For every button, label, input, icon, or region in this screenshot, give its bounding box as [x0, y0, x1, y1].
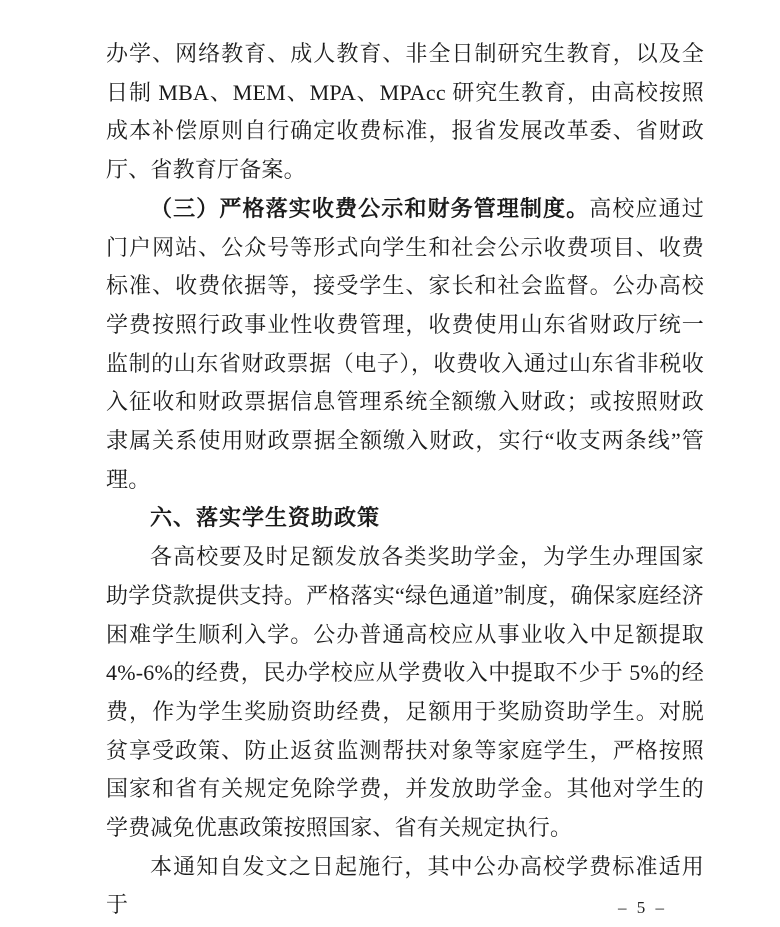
section-heading: [106, 499, 704, 538]
paragraph: [106, 538, 704, 848]
text-run: 办学、网络教育、成人教育、非全日制研究生教育，以及全日制 MBA、MEM、MPA、MPAcc 研究生教育，由高校按照成本补偿原则自行确定收费标准，报省发展改革委、省财政厅、省教育厅备案。: [106, 41, 704, 183]
paragraph: [106, 848, 704, 925]
page-number: – 5 –: [618, 898, 667, 917]
text-run: 本通知自发文之日起施行，其中公办高校学费标准适用于: [106, 853, 704, 918]
bold-text-run: （三）严格落实收费公示和财务管理制度。: [150, 195, 590, 221]
text-run: 高校应通过门户网站、公众号等形式向学生和社会公示收费项目、收费标准、收费依据等，接受学生、家长和社会监督。公办高校学费按照行政事业性收费管理，收费使用山东省财政厅统一监制的山东省财政票据（电子），收费收入通过山东省非税收入征收和财政票据信息管理系统全额缴入财政；或按照财政隶属关系使用财政票据全额缴入财政，实行“收支两条线”管理。: [106, 195, 704, 492]
paragraph: [106, 35, 704, 190]
document-body: [106, 35, 704, 925]
text-run: 各高校要及时足额发放各类奖助学金，为学生办理国家助学贷款提供支持。严格落实“绿色通道”制度，确保家庭经济困难学生顺利入学。公办普通高校应从事业收入中足额提取4%-6%的经费，民办学校应从学费收入中提取不少于 5%的经费，作为学生奖励资助经费，足额用于奖励资助学生。对脱贫享受政策、防止返贫监测帮扶对象等家庭学生，严格按照国家和省有关规定免除学费，并发放助学金。其他对学生的学费减免优惠政策按照国家、省有关规定执行。: [106, 544, 704, 841]
bold-text-run: 六、落实学生资助政策: [150, 505, 381, 531]
paragraph: [106, 190, 704, 500]
